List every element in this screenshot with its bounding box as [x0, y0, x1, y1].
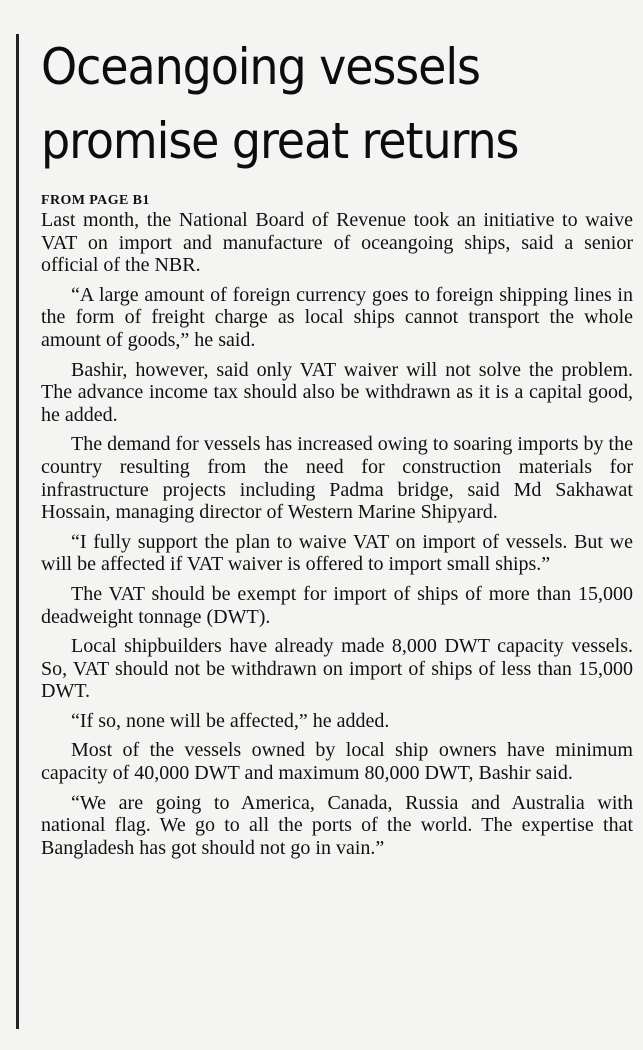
- paragraph: Bashir, however, said only VAT waiver will not solve the problem. The advance income tax should also be withdrawn as it is a capital good, he added.: [41, 358, 633, 426]
- paragraph: The VAT should be exempt for import of ships of more than 15,000 deadweight tonnage (DWT).: [41, 582, 633, 628]
- paragraph: “A large amount of foreign currency goes to foreign shipping lines in the form of freight charge as local ships cannot transport the whole amount of goods,” he said.: [41, 283, 633, 351]
- paragraph: Last month, the National Board of Revenue took an initiative to waive VAT on import and manufacture of oceangoing ships, said a senior official of the NBR.: [41, 209, 633, 277]
- continuation-kicker: FROM PAGE B1: [41, 193, 150, 208]
- headline-line-2: promise great returns: [41, 112, 519, 170]
- article: [41, 30, 633, 866]
- article-body: [41, 209, 633, 859]
- column-rule: [16, 34, 19, 1029]
- paragraph: “If so, none will be affected,” he added.: [71, 709, 390, 732]
- paragraph: “We are going to America, Canada, Russia and Australia with national flag. We go to all the ports of the world. The expertise that Bangladesh has got should not go in vain.”: [41, 791, 633, 859]
- headline-line-1: Oceangoing vessels: [41, 38, 480, 96]
- paragraph: Local shipbuilders have already made 8,000 DWT capacity vessels. So, VAT should not be withdrawn on import of ships of less than 15,000 DWT.: [41, 635, 633, 703]
- headline: [41, 30, 586, 178]
- paragraph: The demand for vessels has increased owing to soaring imports by the country resulting from the need for construction materials for infrastructure projects including Padma bridge, said Md Sakhawat Hossain, managing director of Western Marine Shipyard.: [41, 433, 633, 524]
- paragraph: Most of the vessels owned by local ship owners have minimum capacity of 40,000 DWT and maximum 80,000 DWT, Bashir said.: [41, 739, 633, 785]
- paragraph: “I fully support the plan to waive VAT on import of vessels. But we will be affected if VAT waiver is offered to import small ships.”: [41, 530, 633, 576]
